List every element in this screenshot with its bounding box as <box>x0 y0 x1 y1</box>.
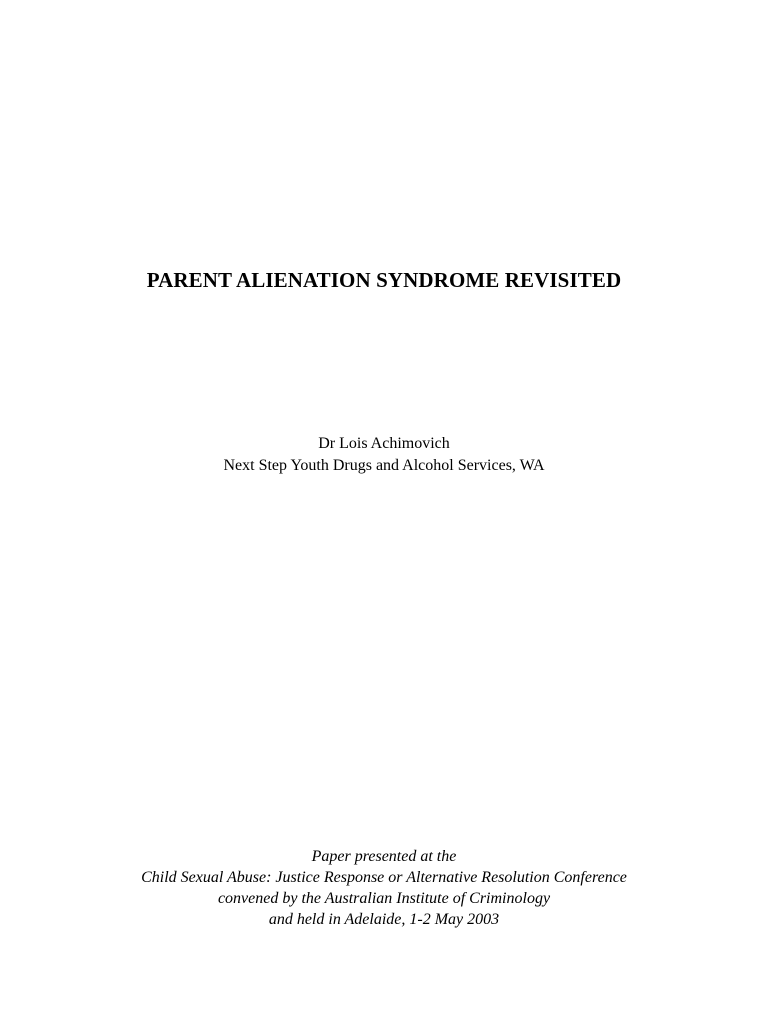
presentation-line-1: Paper presented at the <box>311 848 457 865</box>
author-name: Dr Lois Achimovich <box>318 435 450 452</box>
presentation-line-3: convened by the Australian Institute of Criminology <box>217 890 551 907</box>
author-affiliation: Next Step Youth Drugs and Alcohol Services, WA <box>223 457 545 474</box>
presentation-note <box>0 846 768 930</box>
presentation-line-4: and held in Adelaide, 1-2 May 2003 <box>268 911 500 928</box>
presentation-line-2: Child Sexual Abuse: Justice Response or Alternative Resolution Conference <box>141 869 627 886</box>
document-title: PARENT ALIENATION SYNDROME REVISITED <box>146 268 622 292</box>
author-block <box>0 433 768 477</box>
